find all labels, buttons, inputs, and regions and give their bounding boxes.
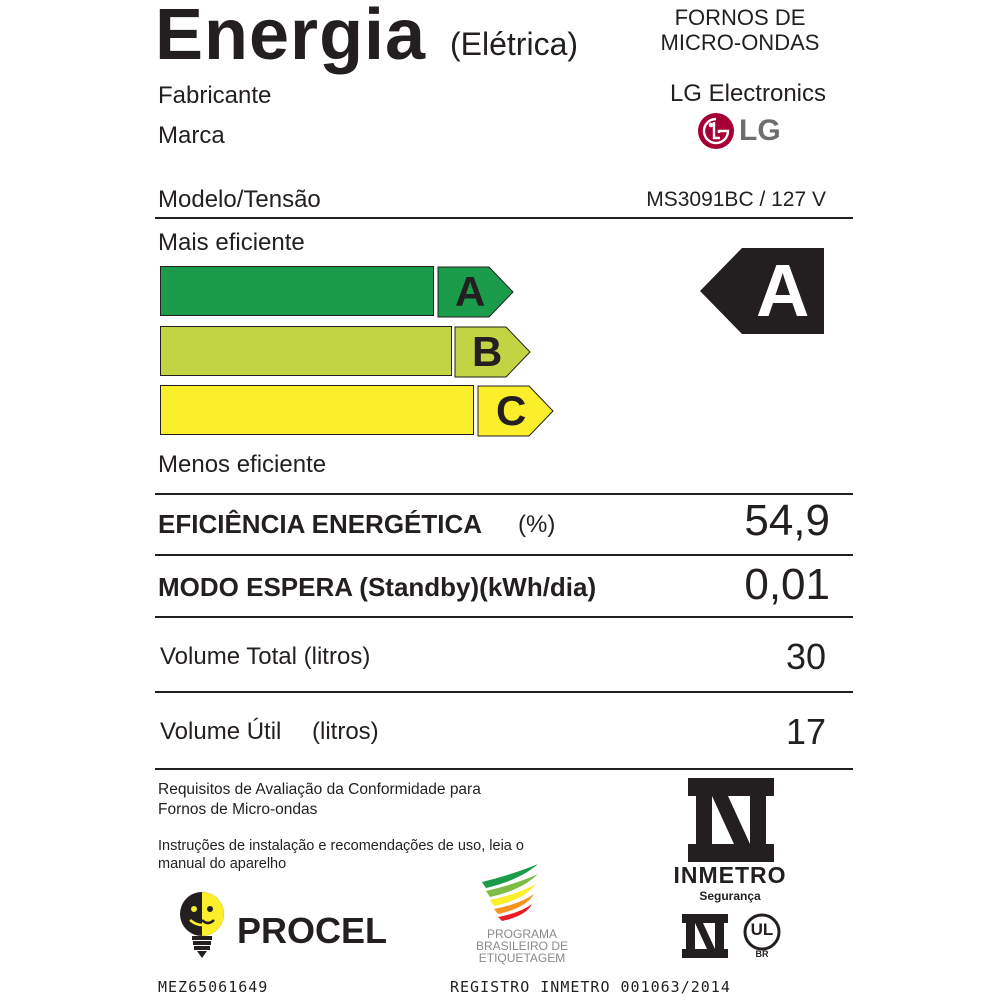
scale-top-label: Mais eficiente — [158, 229, 305, 256]
inmetro-text: INMETRO — [673, 862, 787, 888]
volume-util-unit: (litros) — [312, 718, 379, 745]
rating-letter: A — [756, 249, 810, 332]
inmetro-n-icon — [688, 778, 774, 862]
procel-bulb-icon — [175, 890, 231, 960]
divider-volume-util — [155, 768, 853, 770]
standby-label: MODO ESPERA (Standby)(kWh/dia) — [158, 572, 597, 602]
instructions-line-1: Instruções de instalação e recomendações de uso, leia o — [158, 838, 524, 854]
divider-model — [155, 217, 853, 219]
inmetro-logo — [688, 778, 774, 867]
model-value: MS3091BC / 127 V — [646, 188, 826, 211]
pbe-swoosh-icon — [478, 860, 548, 922]
instructions-text — [158, 837, 524, 873]
scale-bar-b — [160, 326, 452, 376]
pbe-logo — [478, 860, 548, 927]
model-label: Modelo/Tensão — [158, 186, 321, 213]
instructions-line-2: manual do aparelho — [158, 856, 287, 872]
volume-total-value: 30 — [785, 636, 826, 677]
lg-logo — [697, 112, 787, 152]
pbe-line-3: ETIQUETAGEM — [478, 951, 566, 965]
inmetro-small-logo — [682, 914, 728, 963]
category-line-1: FORNOS DE — [674, 5, 806, 30]
inmetro-sub-text: Segurança — [699, 889, 761, 903]
pbe-line-1: PROGRAMA — [486, 927, 557, 941]
product-category — [640, 5, 840, 55]
brand-label: Marca — [158, 122, 225, 149]
efficiency-value: 54,9 — [744, 496, 830, 545]
scale-bar-c — [160, 385, 474, 435]
requirements-line-2: Fornos de Micro-ondas — [158, 801, 318, 818]
scale-bar-a — [160, 266, 434, 316]
divider-scale — [155, 493, 853, 495]
volume-util-value: 17 — [785, 711, 826, 752]
label-title: Energia — [155, 0, 427, 75]
divider-volume-total — [155, 691, 853, 693]
ul-text: UL — [750, 920, 774, 939]
requirements-text — [158, 780, 481, 820]
manufacturer-label: Fabricante — [158, 82, 272, 109]
model-code: MEZ65061649 — [158, 978, 269, 996]
scale-bottom-label: Menos eficiente — [158, 451, 327, 478]
manufacturer-value: LG Electronics — [669, 80, 826, 107]
category-line-2: MICRO-ONDAS — [660, 30, 820, 55]
volume-util-label: Volume Útil — [160, 718, 282, 745]
pbe-line-2: BRASILEIRO DE — [475, 939, 569, 953]
label-subtitle: (Elétrica) — [450, 26, 579, 62]
procel-text: PROCEL — [237, 910, 388, 951]
lg-logo-text: LG — [739, 114, 781, 147]
divider-standby — [155, 616, 853, 618]
requirements-line-1: Requisitos de Avaliação da Conformidade para — [158, 781, 481, 798]
standby-value: 0,01 — [744, 560, 830, 609]
efficiency-label: EFICIÊNCIA ENERGÉTICA — [158, 509, 483, 539]
procel-logo — [175, 890, 231, 965]
br-text: BR — [755, 949, 769, 959]
scale-letter-c: C — [496, 387, 527, 434]
efficiency-unit: (%) — [518, 511, 556, 538]
scale-letter-a: A — [455, 268, 486, 315]
inmetro-small-n-icon — [682, 914, 728, 958]
divider-efficiency — [155, 554, 853, 556]
inmetro-registry: REGISTRO INMETRO 001063/2014 — [450, 978, 731, 996]
pbe-text — [462, 928, 582, 964]
volume-total-label: Volume Total (litros) — [160, 643, 371, 670]
scale-letter-b: B — [472, 328, 503, 375]
